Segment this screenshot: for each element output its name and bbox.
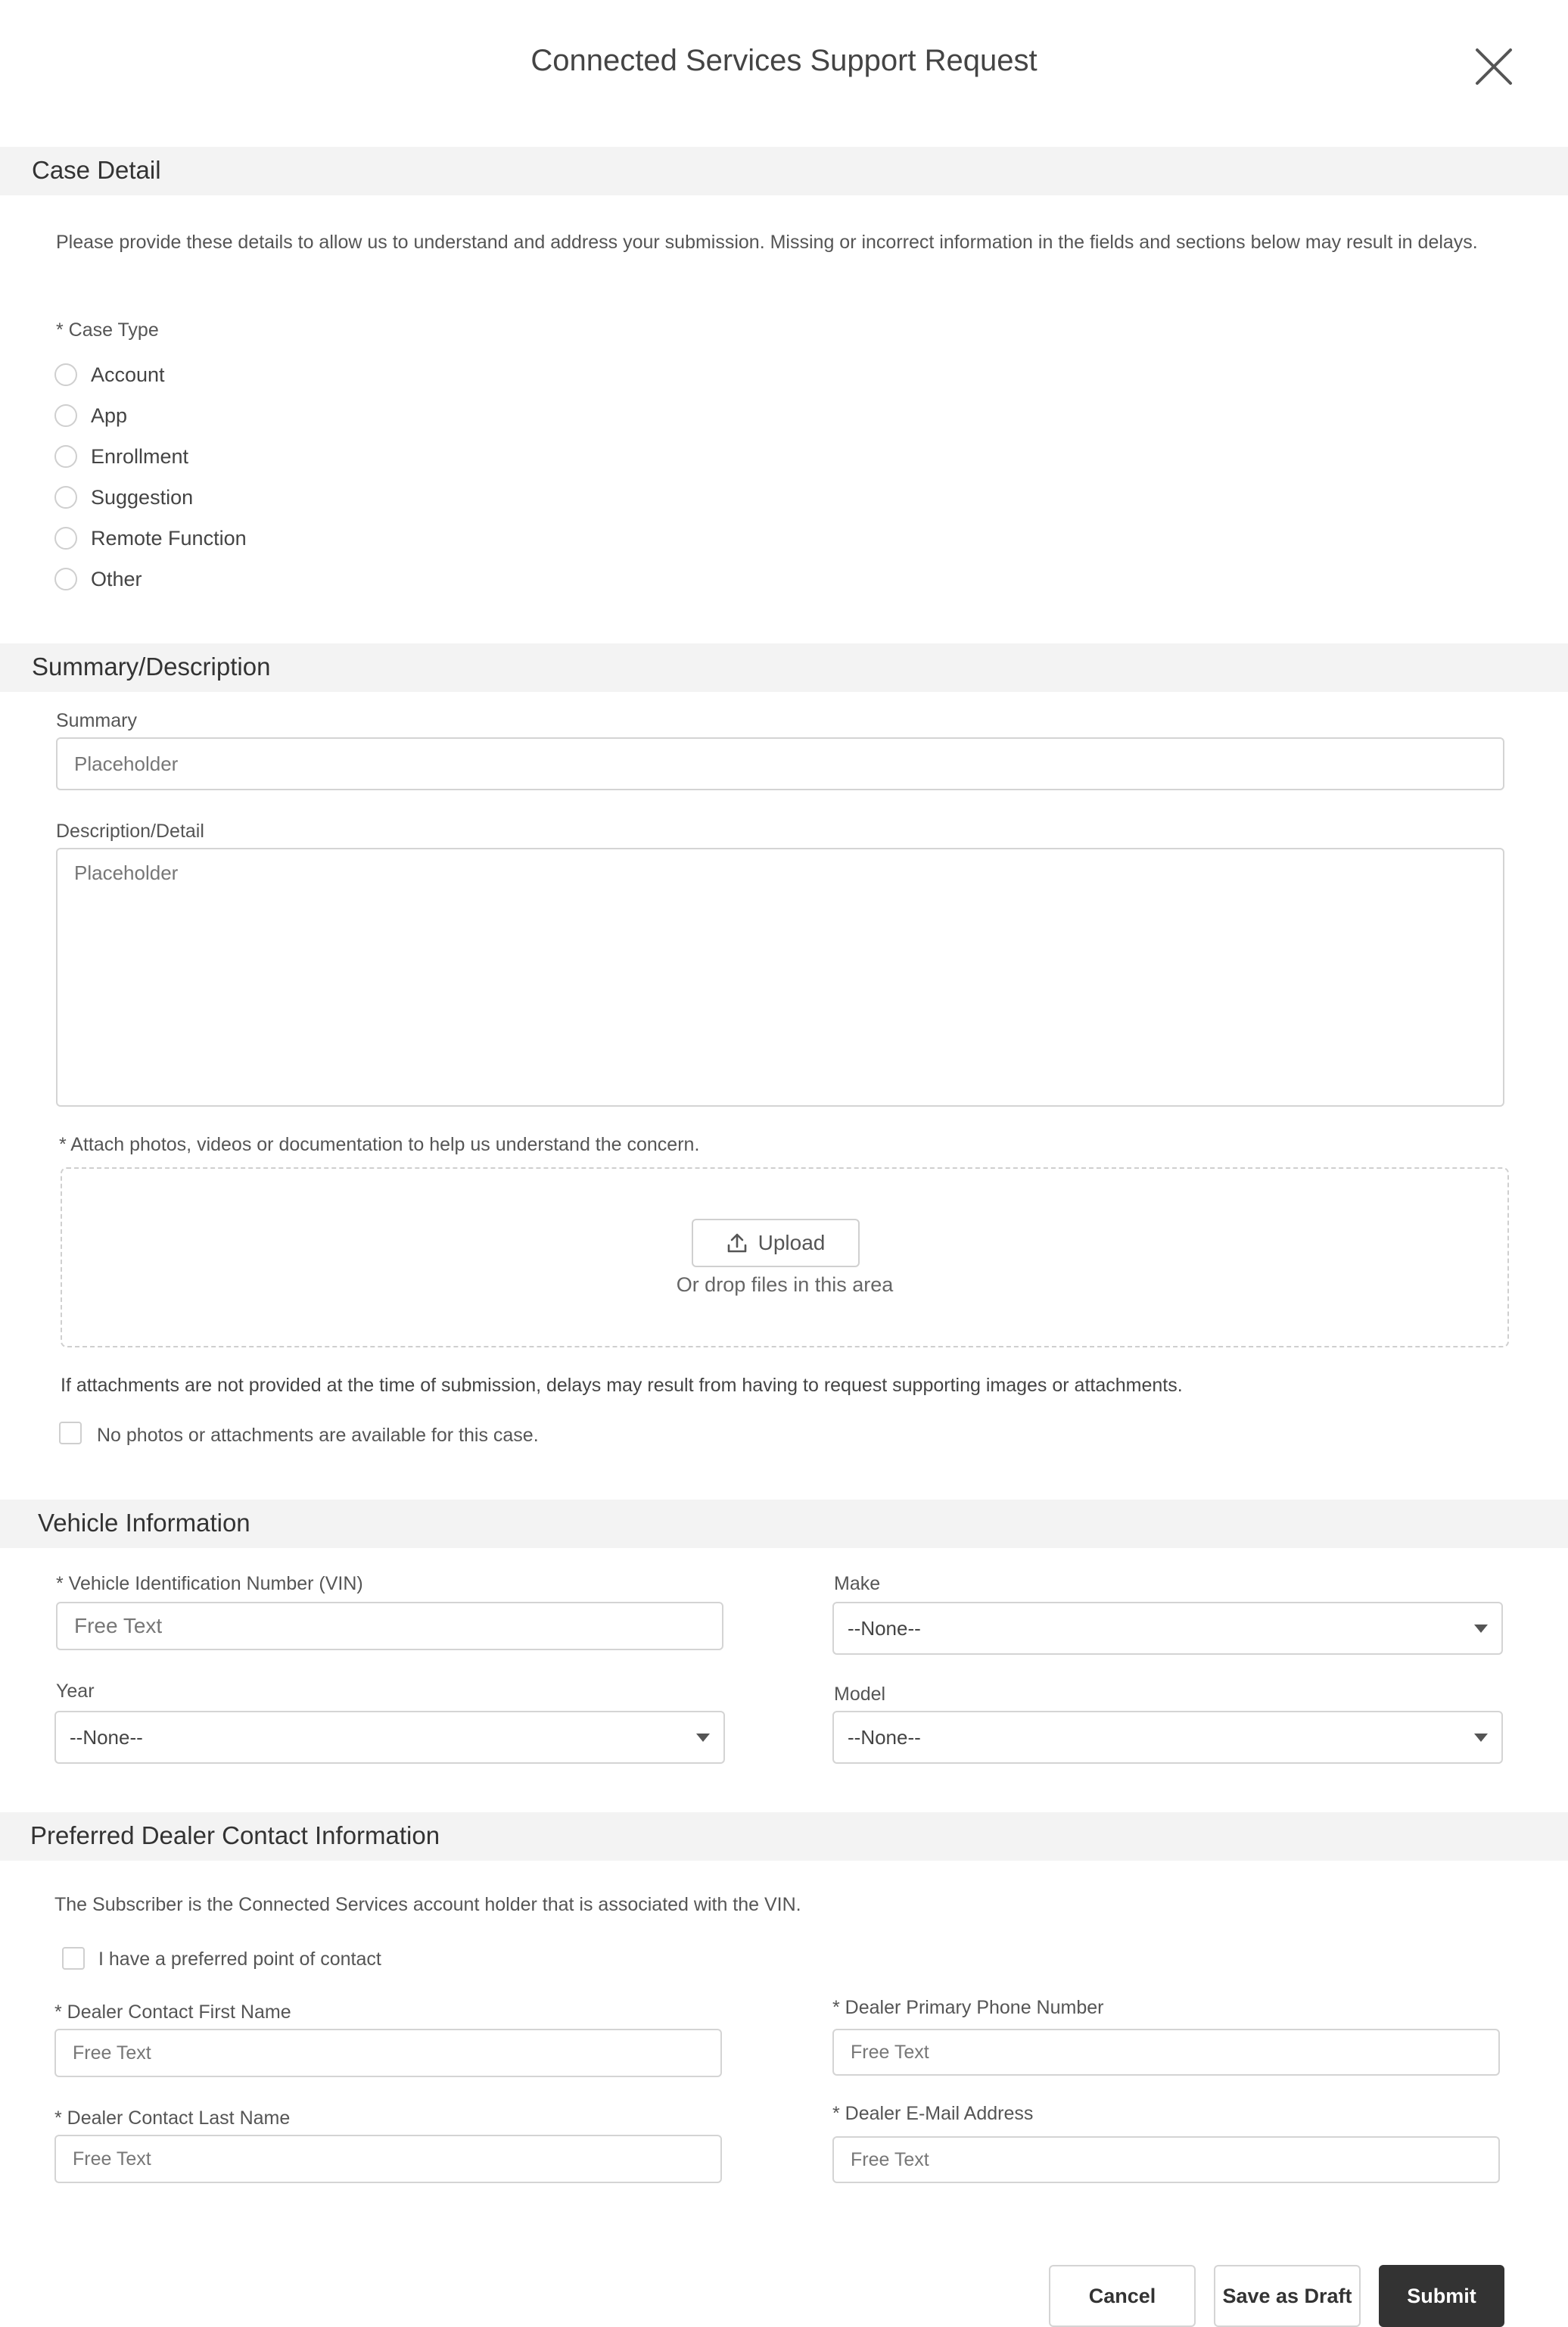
radio-label: Enrollment <box>91 444 189 468</box>
radio-account[interactable] <box>54 360 165 390</box>
attach-label: * Attach photos, videos or documentation to help us understand the concern. <box>59 1134 700 1155</box>
preferred-contact-checkbox[interactable] <box>62 1947 85 1970</box>
submit-button[interactable]: Submit <box>1379 2265 1504 2327</box>
page-title: Connected Services Support Request <box>530 44 1038 77</box>
summary-input[interactable] <box>56 737 1504 790</box>
email-input[interactable] <box>832 2136 1500 2183</box>
radio-circle[interactable] <box>54 404 77 427</box>
upload-label: Upload <box>758 1231 826 1254</box>
model-select[interactable] <box>832 1711 1503 1764</box>
no-attachments-label: No photos or attachments are available for this case. <box>97 1425 539 1446</box>
make-value: --None-- <box>848 1616 921 1640</box>
description-label: Description/Detail <box>56 821 204 842</box>
cancel-button[interactable]: Cancel <box>1049 2265 1196 2327</box>
year-label: Year <box>56 1681 95 1702</box>
vin-label: * Vehicle Identification Number (VIN) <box>56 1573 363 1594</box>
radio-circle[interactable] <box>54 363 77 386</box>
make-select[interactable] <box>832 1602 1503 1655</box>
vehicle-information-header <box>0 1500 1568 1548</box>
radio-circle[interactable] <box>54 445 77 468</box>
radio-label: App <box>91 403 128 427</box>
first-name-input[interactable] <box>54 2029 722 2077</box>
summary-label: Summary <box>56 710 137 731</box>
case-detail-header <box>0 147 1568 195</box>
drop-text: Or drop files in this area <box>676 1273 894 1296</box>
radio-circle[interactable] <box>54 568 77 590</box>
radio-label: Account <box>91 363 165 386</box>
make-label: Make <box>834 1573 881 1594</box>
section-title: Summary/Description <box>32 653 271 681</box>
dealer-intro: The Subscriber is the Connected Services account holder that is associated with the VIN. <box>54 1894 801 1915</box>
vin-input[interactable] <box>56 1602 723 1650</box>
last-name-label: * Dealer Contact Last Name <box>54 2107 291 2129</box>
last-name-input[interactable] <box>54 2135 722 2183</box>
phone-label: * Dealer Primary Phone Number <box>832 1997 1104 2018</box>
radio-label: Suggestion <box>91 485 194 509</box>
dealer-contact-header <box>0 1812 1568 1861</box>
chevron-down-icon <box>1474 1625 1488 1633</box>
case-type-label: * Case Type <box>56 319 159 341</box>
radio-app[interactable] <box>54 400 127 431</box>
attachment-note: If attachments are not provided at the time of submission, delays may result from having to request supporting images or attachments. <box>61 1375 1183 1396</box>
radio-enrollment[interactable] <box>54 441 188 472</box>
radio-other[interactable] <box>54 564 142 594</box>
case-detail-intro: Please provide these details to allow us to understand and address your submission. Missing or incorrect information in the fields and sections below may result in delays. <box>56 232 1478 253</box>
upload-icon <box>726 1232 748 1254</box>
section-title: Case Detail <box>32 156 161 184</box>
email-label: * Dealer E-Mail Address <box>832 2103 1034 2124</box>
section-title: Preferred Dealer Contact Information <box>30 1821 440 1849</box>
save-draft-button[interactable]: Save as Draft <box>1214 2265 1361 2327</box>
phone-input[interactable] <box>832 2029 1500 2076</box>
model-value: --None-- <box>848 1725 921 1749</box>
radio-suggestion[interactable] <box>54 482 193 512</box>
no-attachments-checkbox[interactable] <box>59 1422 82 1444</box>
summary-description-header <box>0 643 1568 692</box>
radio-label: Remote Function <box>91 526 247 550</box>
radio-circle[interactable] <box>54 486 77 509</box>
close-button[interactable] <box>1473 45 1515 88</box>
section-title: Vehicle Information <box>38 1509 250 1537</box>
preferred-contact-label: I have a preferred point of contact <box>98 1949 381 1970</box>
model-label: Model <box>834 1684 886 1705</box>
radio-remote-function[interactable] <box>54 523 247 553</box>
year-select[interactable] <box>54 1711 725 1764</box>
upload-button[interactable] <box>692 1219 860 1267</box>
first-name-label: * Dealer Contact First Name <box>54 2001 291 2023</box>
chevron-down-icon <box>696 1734 710 1742</box>
chevron-down-icon <box>1474 1734 1488 1742</box>
radio-circle[interactable] <box>54 527 77 550</box>
description-textarea[interactable] <box>56 848 1504 1107</box>
radio-label: Other <box>91 567 142 590</box>
year-value: --None-- <box>70 1725 143 1749</box>
close-icon <box>1473 45 1515 88</box>
